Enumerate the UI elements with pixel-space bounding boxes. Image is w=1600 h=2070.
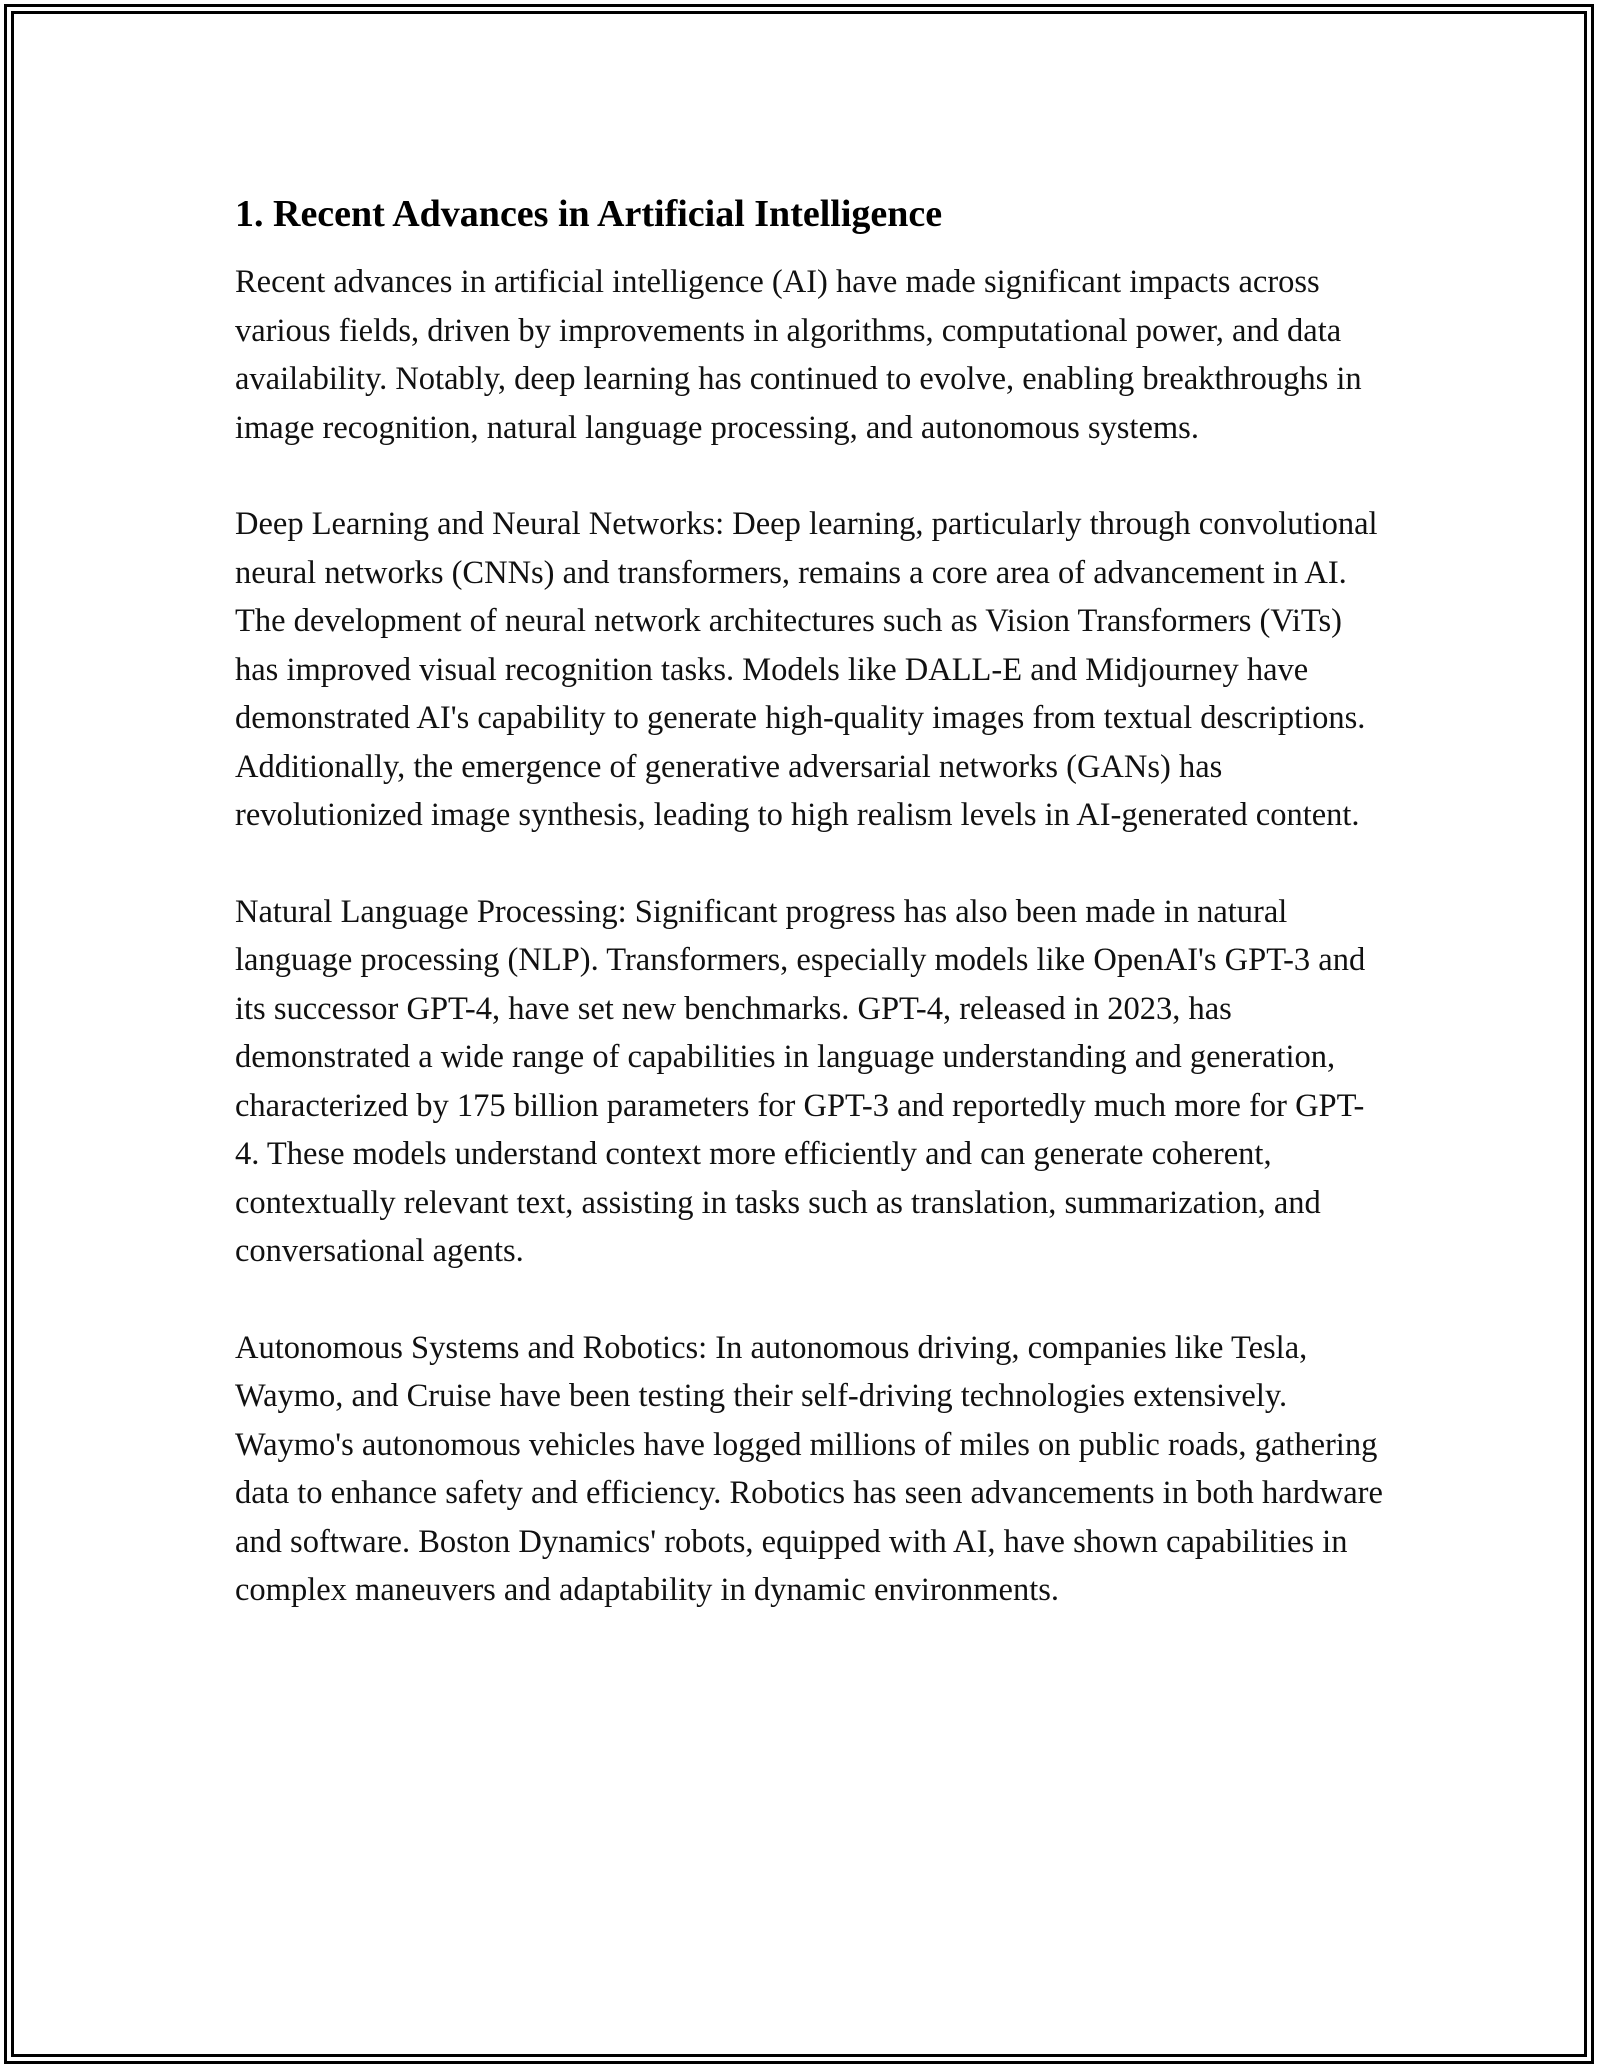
section-heading: 1. Recent Advances in Artificial Intelligence [235, 193, 943, 235]
paragraph-intro: Recent advances in artificial intelligence (AI) have made significant impacts across various fields, driven by improvements in algorithms, computational power, and data availability. Notably, deep learning has continued to evolve, enabling breakthroughs in image recognition, natural language processing, and autonomous systems. [235, 264, 1362, 446]
paragraph-autonomous-systems: Autonomous Systems and Robotics: In autonomous driving, companies like Tesla, Waymo, and Cruise have been testing their self-driving technologies extensively. Waymo's autonomous vehicles have logged millions of miles on public roads, gathering data to enhance safety and efficiency. Robotics has seen advancements in both hardware and software. Boston Dynamics' robots, equipped with AI, have shown capabilities in complex maneuvers and adaptability in dynamic environments. [235, 1329, 1383, 1608]
document-body [235, 180, 1385, 1663]
paragraph-deep-learning: Deep Learning and Neural Networks: Deep learning, particularly through convolutional neural networks (CNNs) and transformers, remains a core area of advancement in AI. The development of neural network architectures such as Vision Transformers (ViTs) has improved visual recognition tasks. Models like DALL-E and Midjourney have demonstrated AI's capability to generate high-quality images from textual descriptions. Additionally, the emergence of generative adversarial networks (GANs) has revolutionized image synthesis, leading to high realism levels in AI-generated content. [235, 506, 1378, 833]
paragraph-nlp: Natural Language Processing: Significant progress has also been made in natural language processing (NLP). Transformers, especially models like OpenAI's GPT-3 and its successor GPT-4, have set new benchmarks. GPT-4, released in 2023, has demonstrated a wide range of capabilities in language understanding and generation, characterized by 175 billion parameters for GPT-3 and reportedly much more for GPT-4. These models understand context more efficiently and can generate coherent, contextually relevant text, assisting in tasks such as translation, summarization, and conversational agents. [235, 893, 1366, 1269]
